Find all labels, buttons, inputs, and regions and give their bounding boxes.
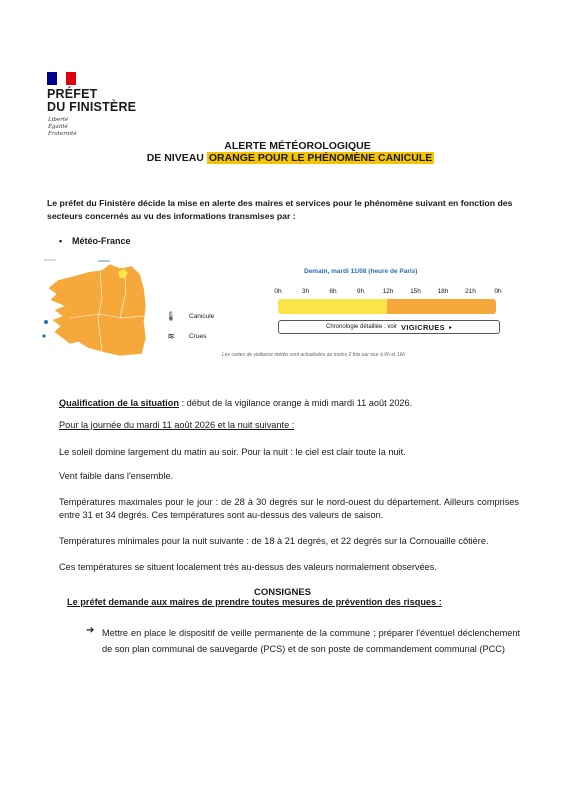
- chronologie-link[interactable]: [278, 320, 500, 334]
- forecast-sky: Le soleil domine largement du matin au soir. Pour la nuit : le ciel est clair toute la nuit.: [59, 447, 406, 457]
- thermometer-icon: 🌡: [165, 311, 177, 321]
- motto-fraternite: Fraternité: [48, 131, 77, 137]
- timeline-hour-label: 0h: [494, 288, 502, 295]
- source-meteo-france: • Météo-France: [72, 236, 131, 246]
- timeline-hour-label: 12h: [382, 288, 394, 295]
- qualification-label: Qualification de la situation: [59, 398, 179, 408]
- motto-liberte: Liberté: [48, 117, 69, 123]
- qualification-text: : début de la vigilance orange à midi mardi 11 août 2026.: [178, 398, 413, 408]
- consigne-item: Mettre en place le dispositif de veille permanente de la commune ; préparer l'éventuel déclenchement de son plan communal de sauvegarde (PCS) et de son poste de commandement communal (PCC): [102, 628, 520, 654]
- timeline-hour-label: 18h: [437, 288, 449, 295]
- timeline-hour-label: 21h: [465, 288, 476, 295]
- waves-icon: ≋: [167, 331, 175, 341]
- timeline-segment-jaune: [278, 299, 387, 314]
- forecast-note: Ces températures se situent localement très au-dessus des valeurs normalement observées.: [59, 562, 437, 572]
- arrow-right-icon: ➔: [86, 625, 95, 636]
- republic-motto: [48, 117, 77, 138]
- timeline-hour-label: 6h: [329, 288, 337, 295]
- alert-title-line1: ALERTE MÉTÉOROLOGIQUE: [224, 140, 371, 152]
- alert-title-line2: [8, 152, 565, 164]
- legend-canicule-label: Canicule: [189, 313, 215, 320]
- consignes-subtitle: Le préfet demande aux maires de prendre toutes mesures de prévention des risques :: [67, 597, 442, 607]
- timeline-hour-label: 3h: [301, 288, 310, 295]
- timeline-hour-label: 9h: [356, 288, 365, 295]
- finistere-vigilance-map: [40, 258, 150, 358]
- legend-crues: [163, 331, 206, 342]
- legend-canicule: [163, 311, 214, 322]
- timeline-segment-orange: [387, 299, 496, 314]
- prefecture-name: [47, 88, 136, 114]
- prefet-line2: DU FINISTÈRE: [47, 100, 137, 114]
- legend-crues-label: Crues: [189, 333, 207, 340]
- vigilance-timeline-bar: [278, 299, 496, 314]
- qualification: [59, 398, 412, 408]
- forecast-min-temp: Températures minimales pour la nuit suivante : de 18 à 21 degrés, et 22 degrés sur la Cornouaille côtière.: [59, 536, 489, 546]
- intro-paragraph: Le préfet du Finistère décide la mise en alerte des maires et services pour le phénomène suivant en fonction des secteurs concernés au vu des informations transmises par :: [47, 198, 513, 221]
- forecast-max-temp: Températures maximales pour le jour : de 28 à 30 degrés sur le nord-ouest du département. Ailleurs comprises entre 31 et 34 degrés. Ces températures sont au-dessus des valeurs de saison.: [59, 497, 519, 520]
- consignes-title: CONSIGNES: [253, 587, 311, 598]
- chrono-label: Chronologie détaillée : voir: [325, 324, 398, 330]
- prefet-line1: PRÉFET: [47, 87, 98, 101]
- timeline-hour-label: 0h: [274, 288, 282, 295]
- chevron-right-icon: ▸: [449, 324, 453, 331]
- motto-egalite: Égalité: [48, 124, 68, 130]
- title-prefix: DE NIVEAU: [146, 152, 204, 164]
- marianne-logo: [47, 72, 76, 85]
- timeline-hour-label: 15h: [410, 288, 421, 295]
- title-highlight: ORANGE POUR LE PHÉNOMÈNE CANICULE: [208, 152, 433, 164]
- timeline-title: Demain, mardi 11/08 (heure de Paris): [304, 268, 418, 275]
- vigilance-note: Les cartes de vigilance météo sont actualisées au moins 2 fois par jour à 6h et 16h: [222, 352, 406, 356]
- forecast-heading: Pour la journée du mardi 11 août 2026 et la nuit suivante :: [59, 420, 295, 430]
- vigicrues-logo: VIGICRUES: [401, 322, 445, 332]
- forecast-wind: Vent faible dans l'ensemble.: [59, 471, 174, 481]
